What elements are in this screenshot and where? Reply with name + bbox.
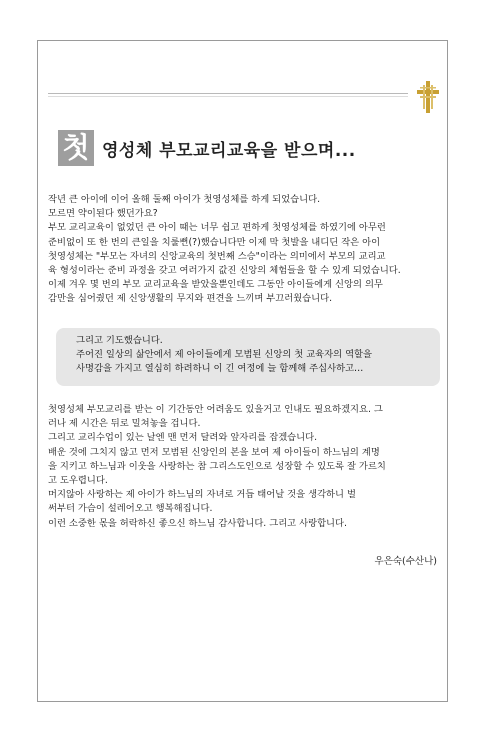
closing-line: 써부터 가슴이 설레어오고 행복해집니다. [48,503,213,515]
title-initial-badge: 첫 [58,130,94,166]
intro-line: 육 형성이라는 준비 과정을 갖고 여러가지 값진 신앙의 체험들을 할 수 있게 되었습니다. [48,265,401,277]
closing-line: 고 도우렵니다. [48,475,108,487]
title-text: 영성체 부모교리교육을 받으며... [102,140,356,161]
closing-line: 머지않아 사랑하는 제 아이가 하느님의 자녀로 거듭 태어날 것을 생각하니 벌 [48,489,356,501]
golden-cross-icon [414,80,442,114]
intro-line: 첫영성체는 "부모는 자녀의 신앙교육의 첫번째 스승"이라는 의미에서 부모의 교리교 [48,250,386,262]
closing-line: 첫영성체 부모교리를 받는 이 기간동안 어려움도 있을거고 인내도 필요하겠지요. 그 [48,404,383,415]
prayer-line: 그리고 기도했습니다. [76,335,163,346]
closing-line: 을 지키고 하느님과 이웃을 사랑하는 참 그리스도인으로 성장할 수 있도록 잘 가르치 [48,460,386,472]
header-rule [48,93,408,94]
intro-paragraph [48,193,440,307]
article-title [58,128,438,168]
header-rule-secondary [48,96,408,97]
intro-line: 모르면 약이된다 했던가요? [48,208,158,220]
closing-line: 러나 제 시간은 뒤로 밀쳐놓을 겁니다. [48,418,201,430]
closing-line: 그리고 교리수업이 있는 날엔 맨 먼저 달려와 앞자리를 잡겠습니다. [48,432,318,444]
author-signature: 우은숙(수산나) [374,556,437,567]
intro-line: 준비없이 또 한 번의 큰일을 치룰뻔(?)했습니다만 이제 막 첫발을 내디딘 작은 아이 [48,236,381,248]
closing-line: 배운 것에 그치지 않고 먼저 모범된 신앙인의 본을 보여 제 아이들이 하느님의 계명 [48,446,380,458]
prayer-line: 주어진 일상의 삶안에서 제 아이들에게 모범된 신앙의 첫 교육자의 역할을 [76,349,373,361]
intro-line: 작년 큰 아이에 이어 올해 둘째 아이가 첫영성체를 하게 되었습니다. [48,194,321,205]
closing-paragraph [48,403,440,531]
closing-line: 이런 소중한 몫을 허락하신 좋으신 하느님 감사합니다. 그리고 사랑합니다. [48,517,347,529]
intro-line: 이제 겨우 몇 번의 부모 교리교육을 받았을뿐인데도 그동안 아이들에게 신앙의 의무 [48,279,383,291]
intro-line: 부모 교리교육이 없었던 큰 아이 때는 너무 쉽고 편하게 첫영성체를 하였기에 아무런 [48,222,386,234]
intro-line: 감만을 심어줬던 제 신앙생활의 무지와 편견을 느끼며 부끄러웠습니다. [48,293,333,305]
prayer-box [56,328,440,386]
prayer-line: 사명감을 가지고 열심히 하려하니 이 긴 여정에 늘 함께해 주십사하고… [76,363,364,375]
